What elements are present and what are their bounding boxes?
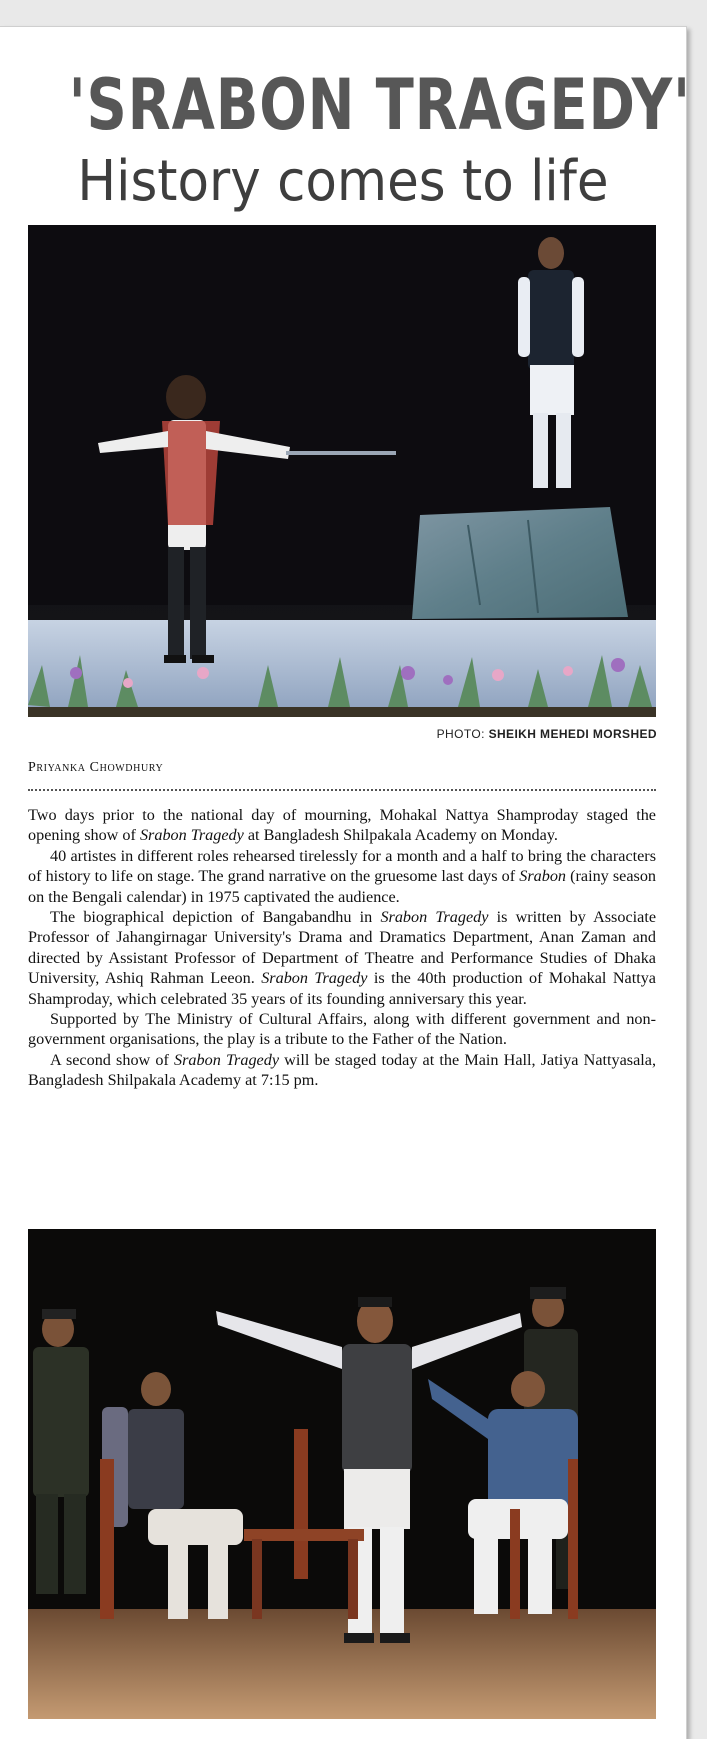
stage-photo-bottom (28, 1229, 656, 1719)
article-paragraph: A second show of Srabon Tragedy will be staged today at the Main Hall, Jatiya Nattyasala, Bangladesh Shilpakala Academy at 7:15 pm. (28, 1050, 656, 1090)
article-paragraph: The biographical depiction of Bangabandhu in Srabon Tragedy is written by Associate Professor of Jahangirnagar University's Drama and Dramatics Department, Anan Zaman and directed by Assistant Professor of Department of Theatre and Performance Studies of Dhaka University, Ashiq Rahman Leeon. Srabon Tragedy is the 40th production of Mohakal Nattya Shamproday, which celebrated 35 years of its founding anniversary this year. (28, 908, 656, 1008)
article-paragraph: Supported by The Ministry of Cultural Affairs, along with different government and non-government organisations, the play is a tribute to the Father of the Nation. (28, 1010, 656, 1049)
article-body (28, 805, 656, 1091)
photo-credit-prefix: PHOTO: (436, 727, 489, 741)
article-paragraph: Two days prior to the national day of mourning, Mohakal Nattya Shamproday staged the opening show of Srabon Tragedy at Bangladesh Shilpakala Academy on Monday. (28, 806, 656, 845)
newspaper-page (0, 26, 691, 1739)
photo-credit (437, 727, 657, 741)
headline-title: 'SRABON TRAGEDY' (68, 64, 691, 146)
byline: Priyanka Chowdhury (28, 760, 164, 775)
photo-credit-name: SHEIKH MEHEDI MORSHED (488, 727, 657, 741)
stage-photo-top (28, 225, 656, 717)
dotted-divider (28, 789, 656, 791)
article-paragraph: 40 artistes in different roles rehearsed tirelessly for a month and a half to bring the characters of history to life on stage. The grand narrative on the gruesome last days of Srabon (rainy season on the Bengali calendar) in 1975 captivated the audience. (28, 846, 657, 906)
headline-subtitle: History comes to life (77, 149, 609, 214)
